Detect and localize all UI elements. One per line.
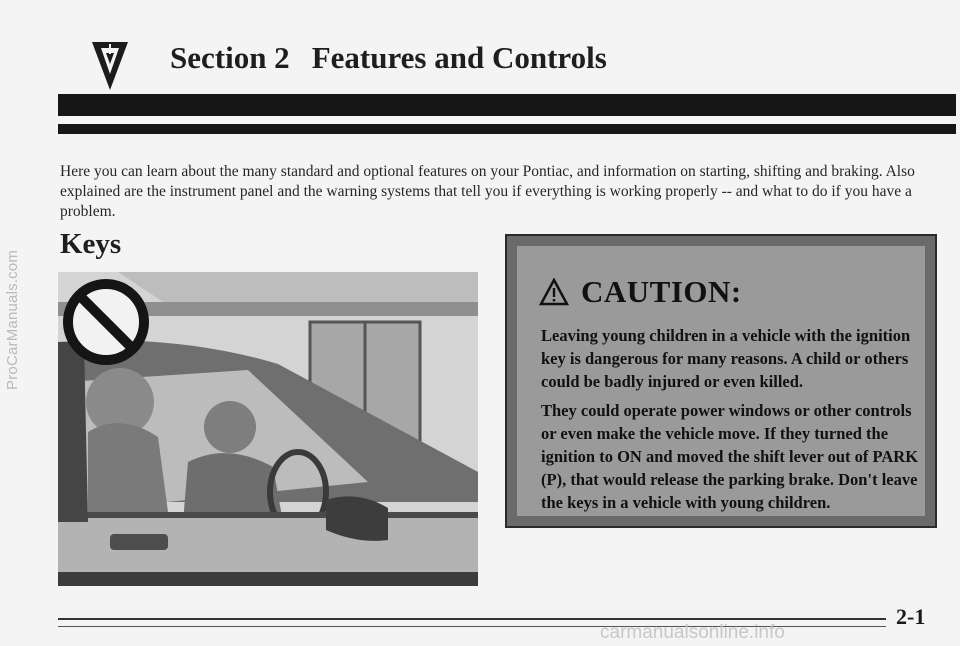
caution-paragraph-1: Leaving young children in a vehicle with the ignition key is dangerous for many reasons. A child or others could be badly injured or even killed. <box>541 326 911 391</box>
section-label: Section 2 <box>170 40 290 75</box>
warning-triangle-icon <box>539 278 569 306</box>
caution-paragraph-2: They could operate power windows or other controls or even make the vehicle move. If they turned the ignition to ON and moved the shift lever out of PARK (P), that would release the parking brake. Don't leave the keys in a vehicle with young children. <box>541 401 919 512</box>
footer-rule <box>58 618 886 620</box>
section-title <box>170 40 607 76</box>
header-bar-thick <box>58 94 956 116</box>
children-in-car-illustration <box>58 272 478 586</box>
pontiac-arrowhead-logo <box>90 40 130 92</box>
caution-box <box>505 234 937 528</box>
bottom-watermark: carmanualsonline.info <box>600 622 785 643</box>
header-bar-thin <box>58 124 956 134</box>
keys-heading: Keys <box>60 228 122 260</box>
side-watermark: ProCarManuals.com <box>4 249 21 391</box>
page-number: 2-1 <box>896 604 926 629</box>
caution-title: CAUTION: <box>581 274 742 309</box>
intro-paragraph: Here you can learn about the many standard and optional features on your Pontiac, and information on starting, shifting and braking. Also explained are the instrument panel and the warning systems that tell you if everything is working properly -- and what to do if you have a problem. <box>60 163 915 220</box>
caution-text <box>541 324 921 520</box>
section-name: Features and Controls <box>311 40 607 75</box>
